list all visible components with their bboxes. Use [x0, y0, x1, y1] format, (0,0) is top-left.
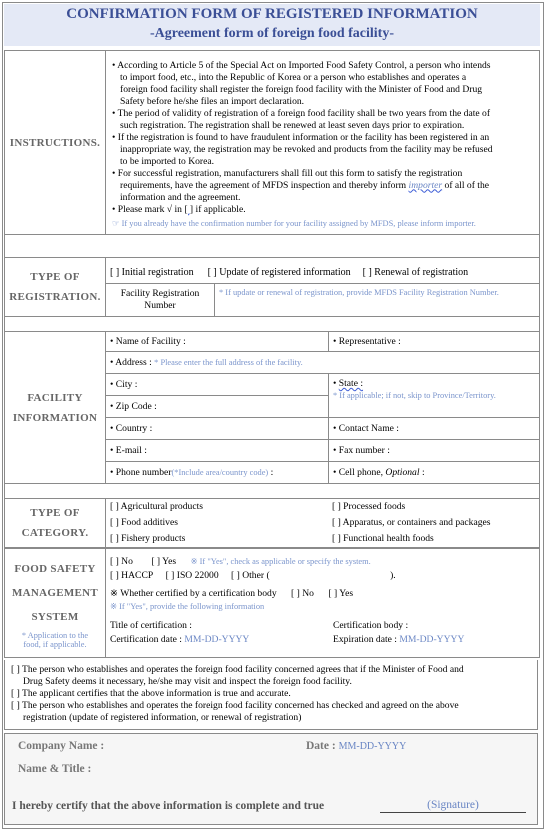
- cell-phone-field[interactable]: • Cell phone, Optional :: [329, 462, 540, 484]
- form-title: CONFIRMATION FORM OF REGISTERED INFORMATION: [66, 6, 478, 22]
- cert-body-field[interactable]: Certification body :: [333, 620, 409, 631]
- reg-renewal-option[interactable]: [ ] Renewal of registration: [362, 266, 469, 278]
- contact-name-field[interactable]: • Contact Name :: [329, 418, 540, 440]
- safety-label: FOOD SAFETY MANAGEMENT SYSTEM * Application to the food, if applicable.: [5, 549, 106, 658]
- category-label: TYPE OF CATEGORY.: [5, 499, 106, 548]
- agreement-certify[interactable]: [ ] The applicant certifies that the above information is true and accurate.: [11, 688, 291, 699]
- cat-fishery[interactable]: [ ] Fishery products: [106, 531, 329, 547]
- instructions-note: ☞ If you already have the confirmation number for your facility assigned by MFDS, please inform importer.: [112, 218, 476, 228]
- form-subtitle: -Agreement form of foreign food facility-: [149, 26, 394, 41]
- exp-date-field[interactable]: Expiration date : MM-DD-YYYY: [333, 634, 465, 645]
- address-field[interactable]: • Address : * Please enter the full address of the facility.: [106, 352, 540, 374]
- iso-option[interactable]: [ ] ISO 22000: [165, 570, 219, 581]
- third-party-no[interactable]: [ ] No: [291, 588, 314, 599]
- company-name-field[interactable]: Company Name :: [18, 740, 105, 752]
- facility-section: [4, 331, 540, 484]
- other-option[interactable]: [ ] Other (: [231, 570, 270, 581]
- name-title-field[interactable]: Name & Title :: [18, 763, 92, 775]
- registration-section: [4, 257, 540, 317]
- instructions-body: • According to Article 5 of the Special Act on Imported Food Safety Control, a person who intends to import food, etc., into the Republic of Korea or a person who establishes and operates a foreign food facility shall register the foreign food facility with the Minister of Food and Drug Safety before he/she files an import declaration. • The period of validity of registration of a foreign food facility shall be two years from the date of such registration. The registration shall be renewed at least seven days prior to expiration. • If the registration is found to have fraudulent information or the facility has been registered in an inappropriate way, the registration may be revoked and products from the facility may be refused to be imported to Korea. • For successful registration, manufacturers shall fill out this form to satisfy the registration requirements, have the agreement of MFDS inspection and thereby inform importer of all of the information and the agreement. • Please mark √ in [ ] if applicable. ☞ If you already have the confirmation number for your facility assigned by MFDS, please inform importer.: [106, 51, 540, 235]
- reg-update-option[interactable]: [ ] Update of registered information: [207, 266, 351, 278]
- safety-section: FOOD SAFETY MANAGEMENT SYSTEM * Application to the food, if applicable. [ ] No [ ] Yes ※ If "Yes", check as applicable or specify the system. [ ] HACCP [ ] ISO 22000 [ ] Other ( ). ※ Whether certified by a certification body [ ] No [ ] Yes ※ If "Yes", provide the following information Title of certification : Certification body : Certification date : MM-DD-YYYY Expiration date : MM-DD-YYYY: [4, 548, 540, 658]
- spacer-row: [4, 317, 540, 331]
- facility-number-field[interactable]: * If update or renewal of registration, provide MFDS Facility Registration Number.: [215, 284, 540, 317]
- signature-line[interactable]: (Signature): [380, 798, 526, 813]
- country-field[interactable]: • Country :: [106, 418, 329, 440]
- phone-field[interactable]: • Phone number(*Include area/country code) :: [106, 462, 329, 484]
- cert-title-field[interactable]: Title of certification :: [110, 620, 192, 631]
- date-field[interactable]: Date : MM-DD-YYYY: [306, 740, 407, 752]
- spacer-row: [4, 235, 540, 257]
- zip-field[interactable]: • Zip Code :: [106, 396, 329, 418]
- certify-statement: I hereby certify that the above information is complete and true: [12, 800, 325, 812]
- cat-apparatus[interactable]: [ ] Apparatus, or containers and packages: [328, 515, 540, 531]
- agreement-registration[interactable]: [ ] The person who establishes and operates the foreign food facility concerned has checked and agreed on the above registration (update of registered information, or renewal of registration): [11, 700, 459, 723]
- instructions-label: INSTRUCTIONS.: [5, 51, 106, 235]
- city-field[interactable]: • City :: [106, 374, 329, 396]
- facility-name-field[interactable]: • Name of Facility :: [106, 332, 329, 352]
- safety-no-option[interactable]: [ ] No: [110, 556, 133, 567]
- third-party-yes[interactable]: [ ] Yes: [328, 588, 354, 599]
- cat-functional[interactable]: [ ] Functional health foods: [328, 531, 540, 547]
- fax-field[interactable]: • Fax number :: [329, 440, 540, 462]
- spacer-row: [4, 484, 540, 498]
- facility-number-label: Facility Registration Number: [106, 284, 215, 317]
- safety-yes-option[interactable]: [ ] Yes: [151, 556, 177, 567]
- agreement-visit[interactable]: [ ] The person who establishes and operates the foreign food facility concerned agrees that if the Minister of Food and Drug Safety deems it necessary, he/she may visit and inspect the foreign food facility.: [11, 664, 464, 687]
- representative-field[interactable]: • Representative :: [329, 332, 540, 352]
- email-field[interactable]: • E-mail :: [106, 440, 329, 462]
- cat-additives[interactable]: [ ] Food additives: [106, 515, 329, 531]
- reg-initial-option[interactable]: [ ] Initial registration: [110, 266, 194, 278]
- haccp-option[interactable]: [ ] HACCP: [110, 570, 154, 581]
- registration-label: TYPE OF REGISTRATION.: [5, 258, 106, 317]
- state-field[interactable]: • State : * If applicable; if not, skip to Province/Territory.: [329, 374, 540, 418]
- instructions-section: [4, 50, 540, 235]
- facility-label: FACILITY INFORMATION: [5, 332, 106, 484]
- cat-agricultural[interactable]: [ ] Agricultural products: [106, 499, 329, 515]
- category-section: [4, 498, 540, 548]
- cert-date-field[interactable]: Certification date : MM-DD-YYYY: [110, 634, 250, 645]
- agreement-section: [4, 660, 538, 730]
- cat-processed[interactable]: [ ] Processed foods: [328, 499, 540, 515]
